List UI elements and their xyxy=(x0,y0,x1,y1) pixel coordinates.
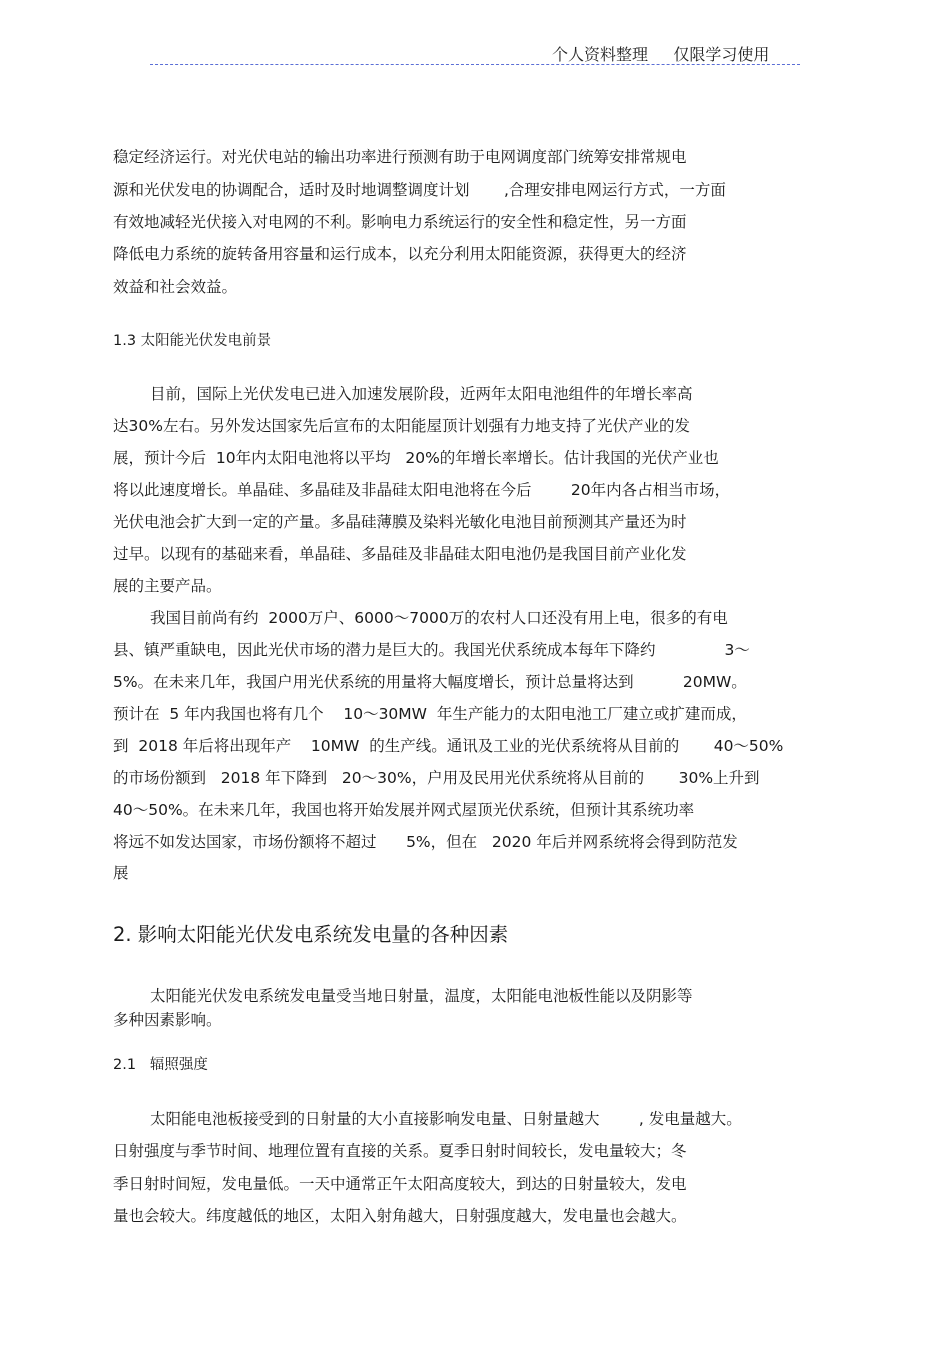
body-line: 将远不如发达国家，市场份额将不超过 5%，但在 2020 年后并网系统将会得到防范发 xyxy=(113,833,738,851)
body-line: 有效地减轻光伏接入对电网的不利。影响电力系统运行的安全性和稳定性，另一方面 xyxy=(113,213,687,231)
body-line: 稳定经济运行。对光伏电站的输出功率进行预测有助于电网调度部门统筹安排常规电 xyxy=(113,148,687,166)
body-line: 光伏电池会扩大到一定的产量。多晶硅薄膜及染料光敏化电池目前预测其产量还为时 xyxy=(113,513,687,531)
body-line: 太阳能光伏发电系统发电量受当地日射量，温度，太阳能电池板性能以及阴影等 xyxy=(150,987,693,1005)
body-line: 过早。以现有的基础来看，单晶硅、多晶硅及非晶硅太阳电池仍是我国目前产业化发 xyxy=(113,545,687,563)
body-line: 展，预计今后 10年内太阳电池将以平均 20%的年增长率增长。估计我国的光伏产业也 xyxy=(113,449,719,467)
body-line: 效益和社会效益。 xyxy=(113,278,238,296)
body-line: 太阳能电池板接受到的日射量的大小直接影响发电量、日射量越大 , 发电量越大。 xyxy=(150,1110,742,1128)
body-line: 展的主要产品。 xyxy=(113,577,222,595)
header-text: 个人资料整理 仅限学习使用 xyxy=(552,45,770,64)
section-heading-1-3: 1.3 太阳能光伏发电前景 xyxy=(113,333,272,349)
body-line: 40～50%。在未来几年，我国也将开始发展并网式屋顶光伏系统，但预计其系统功率 xyxy=(113,801,695,819)
body-line: 日射强度与季节时间、地理位置有直接的关系。夏季日射时间较长，发电量较大；冬 xyxy=(113,1142,687,1160)
body-line: 5%。在未来几年，我国户用光伏系统的用量将大幅度增长，预计总量将达到 20MW。 xyxy=(113,673,747,691)
body-line: 的市场份额到 2018 年下降到 20～30%，户用及民用光伏系统将从目前的 30%上升到 xyxy=(113,769,760,787)
body-line: 我国目前尚有约 2000万户、6000～7000万的农村人口还没有用上电，很多的有电 xyxy=(150,609,728,627)
body-line: 达30%左右。另外发达国家先后宣布的太阳能屋顶计划强有力地支持了光伏产业的发 xyxy=(113,417,690,435)
section-heading-2-1: 2.1 辐照强度 xyxy=(113,1057,208,1073)
body-line: 源和光伏发电的协调配合，适时及时地调整调度计划 ,合理安排电网运行方式，一方面 xyxy=(113,181,726,199)
body-line: 多种因素影响。 xyxy=(113,1011,222,1029)
body-line: 预计在 5 年内我国也将有几个 10～30MW 年生产能力的太阳电池工厂建立或扩建而成， xyxy=(113,705,747,723)
section-heading-2: 2. 影响太阳能光伏发电系统发电量的各种因素 xyxy=(113,923,509,946)
body-line: 到 2018 年后将出现年产 10MW 的生产线。通讯及工业的光伏系统将从目前的 40～50% xyxy=(113,737,784,755)
body-line: 县、镇严重缺电，因此光伏市场的潜力是巨大的。我国光伏系统成本每年下降约 3～ xyxy=(113,641,750,659)
body-line: 季日射时间短，发电量低。一天中通常正午太阳高度较大，到达的日射量较大，发电 xyxy=(113,1175,687,1193)
body-line: 目前，国际上光伏发电已进入加速发展阶段，近两年太阳电池组件的年增长率高 xyxy=(150,385,693,403)
body-line: 将以此速度增长。单晶硅、多晶硅及非晶硅太阳电池将在今后 20年内各占相当市场， xyxy=(113,481,731,499)
body-line: 降低电力系统的旋转备用容量和运行成本，以充分利用太阳能资源，获得更大的经济 xyxy=(113,245,687,263)
body-line: 量也会较大。纬度越低的地区，太阳入射角越大，日射强度越大，发电量也会越大。 xyxy=(113,1207,687,1225)
header-divider xyxy=(150,64,800,65)
body-line: 展 xyxy=(113,864,129,882)
